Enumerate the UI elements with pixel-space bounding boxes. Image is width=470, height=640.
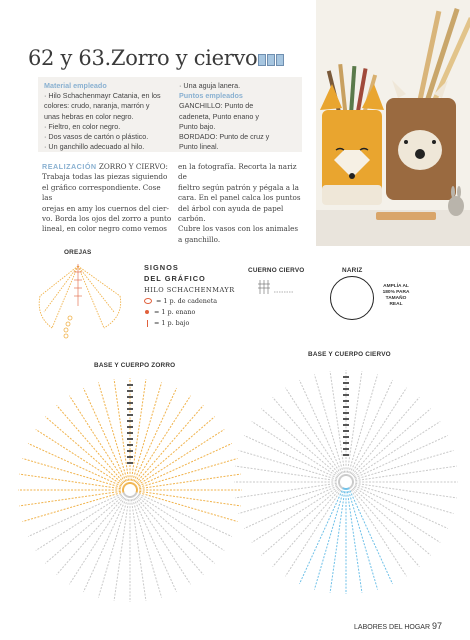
- stitch-ray: [131, 496, 146, 601]
- stitch-ray: [45, 417, 125, 486]
- row-marker: [127, 390, 133, 392]
- row-marker: [127, 438, 133, 440]
- stitch-ray: [352, 466, 457, 481]
- stitch-ray: [114, 379, 129, 484]
- orejas-chart: [30, 256, 130, 346]
- row-marker: [127, 414, 133, 416]
- stitch-ray: [352, 483, 457, 498]
- instructions-line: fieltro según patrón y pégala a la: [178, 182, 299, 192]
- instructions-line: lineal, en color negro como vemos: [42, 224, 167, 234]
- row-marker: [127, 420, 133, 422]
- materials-line: · Un ganchillo adecuado al hilo.: [44, 142, 145, 152]
- materials-left-column: [44, 81, 179, 152]
- stitch-ray: [330, 488, 345, 593]
- stitch-ray: [98, 496, 128, 598]
- materials-line: · Dos vasos de cartón o plástico.: [44, 132, 149, 142]
- row-marker: [127, 402, 133, 404]
- single-crochet-icon: [147, 320, 148, 327]
- stitch-ray: [136, 458, 238, 488]
- stitch-ray: [132, 496, 162, 598]
- stitch-ray: [45, 494, 125, 563]
- materials-line: colores: crudo, naranja, marrón y: [44, 101, 150, 111]
- nose-pattern-circle: [330, 276, 374, 320]
- enlarge-note: [374, 284, 418, 308]
- instructions-first-line: [42, 162, 172, 172]
- magazine-name: LABORES DEL HOGAR: [354, 624, 431, 631]
- materials-right-column: [179, 81, 297, 152]
- row-marker: [127, 432, 133, 434]
- points-line: GANCHILLO: Punto de: [179, 101, 254, 111]
- stitch-ray: [351, 409, 431, 478]
- points-line: BORDADO: Punto de cruz y: [179, 132, 270, 142]
- project-photo: [316, 0, 470, 246]
- stitch-ray: [132, 388, 176, 484]
- row-marker: [343, 424, 349, 426]
- row-marker: [343, 430, 349, 432]
- legend-item-chain: [144, 297, 235, 305]
- points-line: cadeneta, Punto enano y: [179, 111, 259, 121]
- row-marker: [343, 376, 349, 378]
- enlarge-note-line: 180% PARA: [382, 290, 410, 295]
- instructions-line: a ganchillo.: [178, 234, 221, 244]
- stitch-ray: [131, 379, 146, 484]
- materials-box: [38, 77, 302, 152]
- legend-item-single: [144, 319, 235, 327]
- materials-heading: Material empleado: [44, 81, 107, 90]
- row-marker: [127, 450, 133, 452]
- points-line: Punto lineal.: [179, 142, 219, 152]
- base-ciervo-chart: [228, 360, 464, 600]
- stitch-ray: [299, 487, 343, 583]
- page-footer: [354, 621, 442, 631]
- stitch-ray: [19, 491, 124, 506]
- instructions-line: del árbol con ayuda de papel carbón.: [178, 203, 284, 224]
- materials-line: · Hilo Schachenmayr Catania, en los: [44, 91, 161, 101]
- stitch-ray: [261, 486, 341, 555]
- instructions-line: el gráfico correspondiente. Cose las: [42, 182, 161, 203]
- yarn-skeins-icon: [258, 54, 284, 66]
- stitch-ray: [114, 496, 129, 601]
- legend-item-label: = 1 p. bajo: [154, 319, 190, 327]
- stitch-ray: [28, 492, 124, 536]
- stitch-ray: [235, 466, 340, 481]
- stitch-ray: [136, 474, 241, 489]
- stitch-ray: [244, 484, 340, 528]
- stitch-ray: [23, 458, 125, 488]
- instructions-subject: ZORRO Y CIERVO:: [96, 162, 168, 171]
- stitch-ray: [135, 443, 231, 487]
- enlarge-note-line: REAL: [389, 302, 403, 307]
- points-heading: Puntos empleados: [179, 91, 243, 101]
- row-marker: [343, 406, 349, 408]
- row-marker: [127, 462, 133, 464]
- row-marker: [127, 408, 133, 410]
- stitch-ray: [352, 450, 454, 480]
- row-marker: [343, 418, 349, 420]
- slip-stitch-icon: [145, 310, 149, 314]
- instructions-line: en la fotografía. Recorta la nariz de: [178, 162, 297, 182]
- stitch-ray: [239, 450, 341, 480]
- nariz-label: NARIZ: [342, 267, 363, 274]
- stitch-ray: [244, 435, 340, 479]
- stitch-ray: [330, 371, 345, 476]
- base-zorro-label: BASE Y CUERPO ZORRO: [94, 362, 176, 369]
- cuerno-label: CUERNO CIERVO: [248, 267, 305, 274]
- row-marker: [343, 436, 349, 438]
- row-marker: [343, 448, 349, 450]
- base-zorro-chart: [10, 370, 250, 610]
- stitch-ray: [347, 371, 362, 476]
- instructions-line: vo. Borda los ojos del zorro a punto: [42, 214, 172, 224]
- stitch-ray: [239, 484, 341, 514]
- stitch-ray: [132, 383, 162, 485]
- instructions-line: Cubre los vasos con los animales: [178, 224, 299, 234]
- stitch-ray: [136, 492, 238, 522]
- stitch-ray: [57, 405, 126, 485]
- stitch-ray: [351, 484, 447, 528]
- materials-line: · Fieltro, en color negro.: [44, 121, 121, 131]
- stitch-ray: [351, 435, 447, 479]
- row-marker: [343, 394, 349, 396]
- stitch-ray: [132, 495, 176, 591]
- stitch-ray: [19, 474, 124, 489]
- legend-item-label: = 1 p. de cadeneta: [156, 297, 218, 305]
- legend-brand: HILO SCHACHENMAYR: [144, 286, 235, 294]
- stitch-ray: [98, 383, 128, 485]
- row-marker: [127, 444, 133, 446]
- instructions-line: cara. En el panel calca los puntos: [178, 193, 301, 203]
- row-marker: [343, 388, 349, 390]
- row-marker: [343, 382, 349, 384]
- materials-line: unas hebras en color negro.: [44, 111, 134, 121]
- stitch-ray: [135, 492, 231, 536]
- stitch-ray: [348, 488, 378, 590]
- row-marker: [343, 400, 349, 402]
- legend-title-2: DEL GRÁFICO: [144, 274, 206, 283]
- row-marker: [343, 454, 349, 456]
- stitch-ray: [314, 488, 344, 590]
- stitch-ray: [57, 495, 126, 575]
- row-marker: [343, 412, 349, 414]
- row-marker: [127, 384, 133, 386]
- stitch-ray: [134, 405, 203, 485]
- stitch-ray: [348, 487, 392, 583]
- stitch-ray: [83, 495, 127, 591]
- realizacion-label: REALIZACIÓN: [42, 162, 97, 171]
- materials-line: · Una aguja lanera.: [179, 81, 241, 90]
- stitch-ray: [23, 492, 125, 522]
- stitch-ray: [135, 494, 215, 563]
- stitch-ray: [261, 409, 341, 478]
- page-title: 62 y 63.Zorro y ciervo: [28, 46, 258, 70]
- row-marker: [127, 456, 133, 458]
- instructions-line: orejas en amy los cuernos del cier-: [42, 203, 169, 213]
- row-marker: [127, 396, 133, 398]
- stitch-ray: [235, 483, 340, 498]
- stitch-ray: [352, 484, 454, 514]
- stitch-ray: [273, 487, 342, 567]
- chain-stitch-icon: [144, 298, 152, 304]
- stitch-ray: [28, 443, 124, 487]
- stitch-ray: [348, 375, 378, 477]
- chart-legend: [144, 262, 235, 327]
- legend-item-label: = 1 p. enano: [154, 308, 196, 316]
- row-marker: [127, 426, 133, 428]
- base-ciervo-label: BASE Y CUERPO CIERVO: [308, 351, 391, 358]
- stitch-ray: [351, 486, 431, 555]
- stitch-ray: [314, 375, 344, 477]
- stitch-ray: [134, 495, 203, 575]
- cuerno-chart: [256, 278, 296, 298]
- stitch-ray: [136, 491, 241, 506]
- stitch-ray: [348, 380, 392, 476]
- stitch-ray: [273, 397, 342, 477]
- photo-illustration: [316, 0, 470, 246]
- legend-item-slip: [144, 308, 235, 316]
- page-number: 97: [431, 621, 442, 631]
- instructions-column-2: [178, 162, 306, 245]
- enlarge-note-line: TAMAÑO: [385, 296, 407, 301]
- stitch-ray: [299, 380, 343, 476]
- legend-title-1: SIGNOS: [144, 263, 179, 272]
- stitch-ray: [135, 417, 215, 486]
- instructions-line: Trabaja todas las piezas siguiendo: [42, 172, 168, 182]
- stitch-ray: [347, 488, 362, 593]
- row-marker: [343, 442, 349, 444]
- stitch-ray: [350, 487, 419, 567]
- points-line: Punto bajo.: [179, 121, 216, 131]
- stitch-ray: [83, 388, 127, 484]
- instructions-column-1: [42, 162, 172, 235]
- enlarge-note-line: AMPLÍA AL: [383, 284, 409, 289]
- stitch-ray: [350, 397, 419, 477]
- orejas-label: OREJAS: [64, 249, 92, 256]
